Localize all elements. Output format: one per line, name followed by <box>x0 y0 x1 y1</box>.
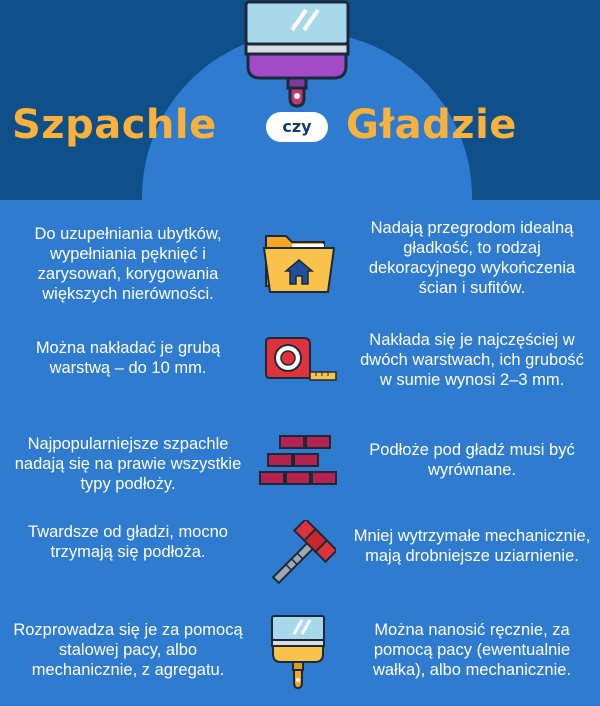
tape-measure-icon <box>264 334 338 388</box>
title-gladzie: Gładzie <box>346 102 517 148</box>
row-5-right-text: Można nanosić ręcznie, za pomocą pacy (ewentualnie wałka), albo mechanicznie. <box>372 621 572 679</box>
folder-home-icon <box>262 226 338 298</box>
row-1-right-text: Nadają przegrodom idealną gładkość, to rodzaj dekoracyjnego wykończenia ścian i sufitów. <box>368 219 576 297</box>
row-3-right-text: Podłoże pod gładź musi być wyrównane. <box>369 441 575 479</box>
row-2-right-text: Nakłada się je najczęściej w dwóch warstwach, ich grubość w sumie wynosi 2–3 mm. <box>360 331 584 389</box>
header-band <box>0 0 600 200</box>
hammer-icon <box>264 520 336 592</box>
paint-brush-icon <box>244 0 356 110</box>
row-4-right-text: Mniej wytrzymałe mechanicznie, mają drobniejsze uziarnienie. <box>353 527 591 565</box>
row-5-left-text: Rozprowadza się je za pomocą stalowej pacy, albo mechanicznie, z agregatu. <box>13 621 243 679</box>
paint-brush-icon <box>270 614 326 692</box>
row-2-left-text: Można nakładać je grubą warstwą – do 10 mm. <box>35 339 221 377</box>
row-3-left-text: Najpopularniejsze szpachle nadają się na prawie wszystkie typy podłoży. <box>14 435 242 493</box>
title-szpachle: Szpachle <box>12 102 217 148</box>
row-4-left-text: Twardsze od gładzi, mocno trzymają się podłoża. <box>28 523 228 561</box>
connector-badge: czy <box>266 112 328 142</box>
row-1-left-text: Do uzupełniania ubytków, wypełniania pęknięć i zarysowań, korygowania większych nierówności. <box>34 225 222 303</box>
bricks-icon <box>258 434 340 488</box>
